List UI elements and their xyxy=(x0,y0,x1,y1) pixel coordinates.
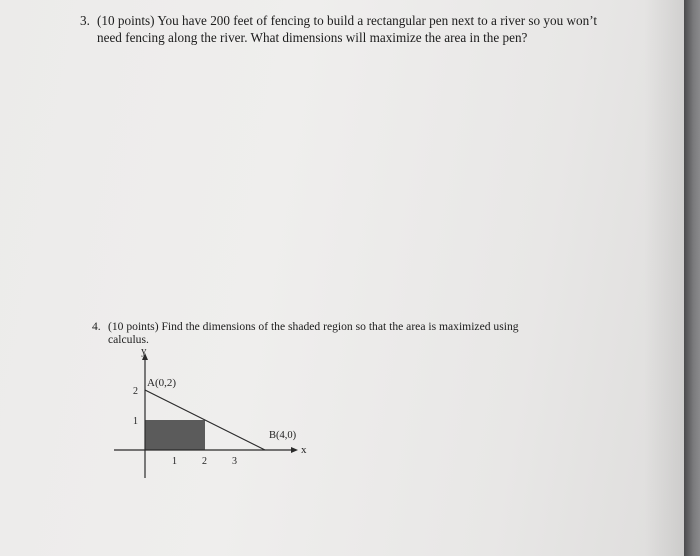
problem-3-line-1 xyxy=(80,12,640,29)
problem-4 xyxy=(92,320,612,346)
problem-3 xyxy=(80,12,640,46)
problem-3-number: 3. xyxy=(80,13,90,28)
problem-4-text-1: (10 points) Find the dimensions of the shaded region so that the area is maximized using xyxy=(108,320,519,333)
point-b-label: B(4,0) xyxy=(269,430,297,441)
y-tick-label: 1 xyxy=(133,416,138,427)
shaded-rectangle xyxy=(145,420,205,450)
problem-3-line-2: need fencing along the river. What dimensions will maximize the area in the pen? xyxy=(97,30,528,45)
x-axis-arrow-icon xyxy=(291,447,298,453)
point-a-label: A(0,2) xyxy=(147,377,177,389)
page-edge xyxy=(684,0,700,556)
x-tick-label: 1 xyxy=(172,456,177,467)
problem-4-number: 4. xyxy=(92,320,101,333)
problem-3-text-1: (10 points) You have 200 feet of fencing to build a rectangular pen next to a river so you won’t xyxy=(97,13,598,28)
problem-4-line-1 xyxy=(92,320,612,333)
x-axis-label: x xyxy=(301,444,307,456)
y-axis-label: y xyxy=(141,345,147,357)
triangle-figure xyxy=(108,344,318,484)
x-tick-label: 3 xyxy=(232,456,237,467)
y-tick-label: 2 xyxy=(133,386,138,397)
x-tick-label: 2 xyxy=(202,456,207,467)
problem-4-line-2: calculus. xyxy=(108,333,149,346)
